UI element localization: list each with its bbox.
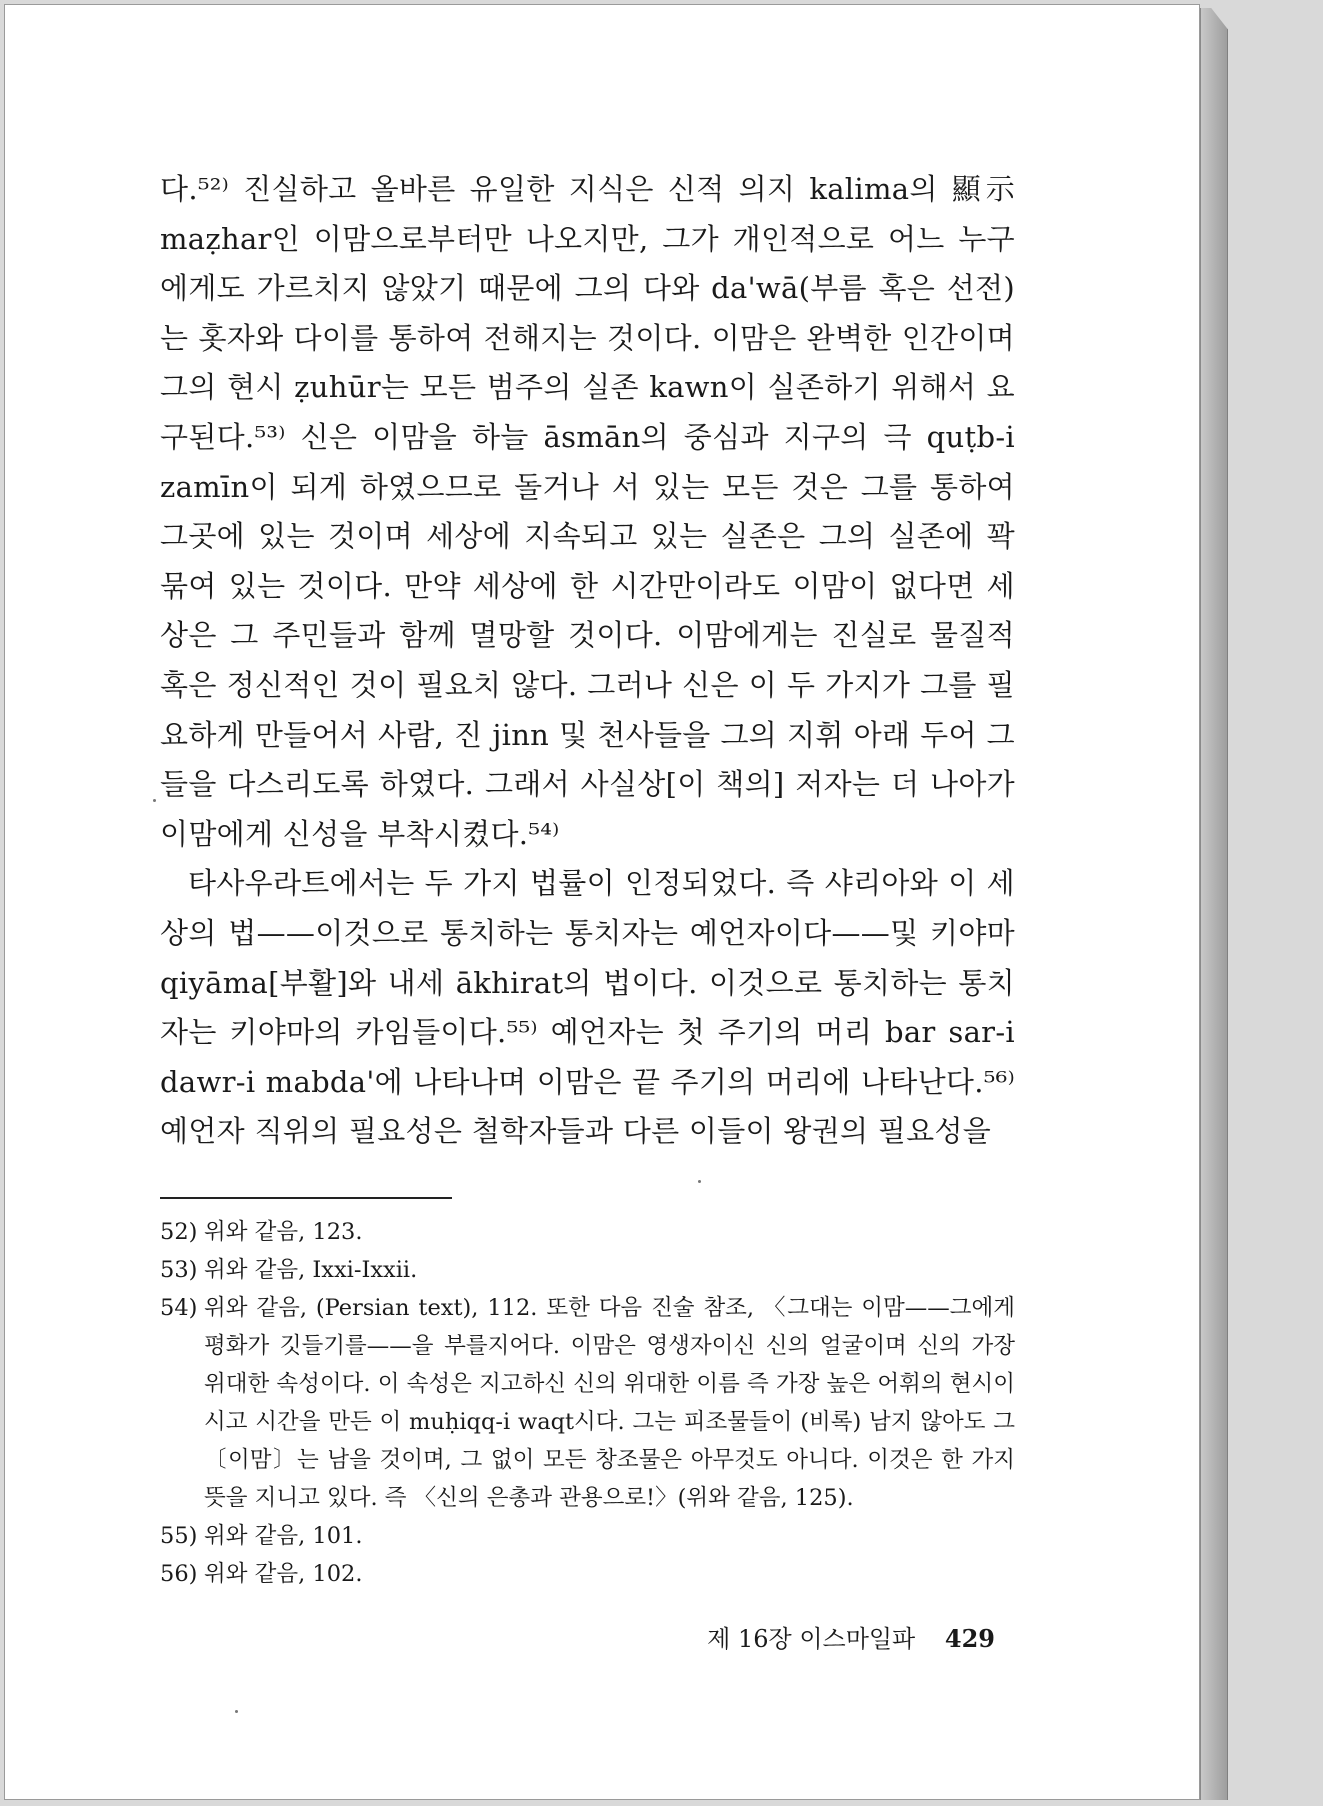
footnote-number: 52) xyxy=(160,1218,198,1245)
footnote-text: 위와 같음, (Persian text), 112. 또한 다음 진술 참조, 〈그대는 이맘——그에게 평화가 깃들기를——을 부를지어다. 이맘은 영생자이신 신의 얼굴이며 신의 가장 위대한 속성이다. 이 속성은 지고하신 신의 위대한 이름 즉 가장 높은 어휘의 현시이시고 시간을 만든 이 muḥiqq-i waqt시다. 그는 피조물들이 (비록) 남지 않아도 그 〔이맘〕는 남을 것이며, 그 없이 모든 창조물은 아무것도 아니다. 이것은 한 가지 뜻을 지니고 있다. 즉 〈신의 은총과 관용으로!〉(위와 같음, 125). xyxy=(204,1294,1015,1511)
scan-speck xyxy=(235,1710,238,1713)
page-content xyxy=(160,165,1015,1593)
paragraph-2: 타사우라트에서는 두 가지 법률이 인정되었다. 즉 샤리아와 이 세상의 법——이것으로 통치하는 통치자는 예언자이다——및 키야마 qiyāma[부활]와 내세 ākhirat의 법이다. 이것으로 통치하는 통치자는 키야마의 카임들이다.⁵⁵⁾ 예언자는 첫 주기의 머리 bar sar-i dawr-i mabda'에 나타나며 이맘은 끝 주기의 머리에 나타난다.⁵⁶⁾ 예언자 직위의 필요성은 철학자들과 다른 이들이 왕권의 필요성을 xyxy=(160,866,1015,1149)
footnote-53 xyxy=(160,1251,1015,1289)
footnote-rule xyxy=(160,1197,452,1199)
footnote-text: 위와 같음, 102. xyxy=(204,1560,363,1587)
page-edge xyxy=(1200,8,1228,1800)
footnote-number: 55) xyxy=(160,1522,198,1549)
footnote-number: 53) xyxy=(160,1256,198,1283)
footnote-text: 위와 같음, Ixxi-Ixxii. xyxy=(204,1256,418,1283)
footnote-55 xyxy=(160,1517,1015,1555)
paragraph-1: 다.⁵²⁾ 진실하고 올바른 유일한 지식은 신적 의지 kalima의 顯示 maẓhar인 이맘으로부터만 나오지만, 그가 개인적으로 어느 누구에게도 가르치지 않았기 때문에 그의 다와 da'wā(부름 혹은 선전)는 홋자와 다이를 통하여 전해지는 것이다. 이맘은 완벽한 인간이며 그의 현시 ẓuhūr는 모든 범주의 실존 kawn이 실존하기 위해서 요구된다.⁵³⁾ 신은 이맘을 하늘 āsmān의 중심과 지구의 극 quṭb-i zamīn이 되게 하였으므로 돌거나 서 있는 모든 것은 그를 통하여 그곳에 있는 것이며 세상에 지속되고 있는 실존은 그의 실존에 꽉 묶여 있는 것이다. 만약 세상에 한 시간만이라도 이맘이 없다면 세상은 그 주민들과 함께 멸망할 것이다. 이맘에게는 진실로 물질적 혹은 정신적인 것이 필요치 않다. 그러나 신은 이 두 가지가 그를 필요하게 만들어서 사람, 진 jinn 및 천사들을 그의 지휘 아래 두어 그들을 다스리도록 하였다. 그래서 사실상[이 책의] 저자는 더 나아가 이맘에게 신성을 부착시켰다.⁵⁴⁾ xyxy=(160,172,1015,851)
page-number: 429 xyxy=(944,1624,995,1653)
footnote-text: 위와 같음, 101. xyxy=(204,1522,363,1549)
chapter-title: 제 16장 이스마일파 xyxy=(707,1625,916,1653)
footnote-number: 56) xyxy=(160,1560,198,1587)
page-footer xyxy=(705,1619,995,1654)
footnote-number: 54) xyxy=(160,1294,198,1321)
footnotes xyxy=(160,1213,1015,1593)
body-text xyxy=(160,165,1015,1157)
scan-speck xyxy=(153,799,156,802)
footnote-text: 위와 같음, 123. xyxy=(204,1218,363,1245)
footnote-52 xyxy=(160,1213,1015,1251)
footnote-56 xyxy=(160,1555,1015,1593)
footnote-54 xyxy=(160,1289,1015,1517)
book-page xyxy=(4,4,1200,1800)
scan-speck xyxy=(698,1180,701,1183)
